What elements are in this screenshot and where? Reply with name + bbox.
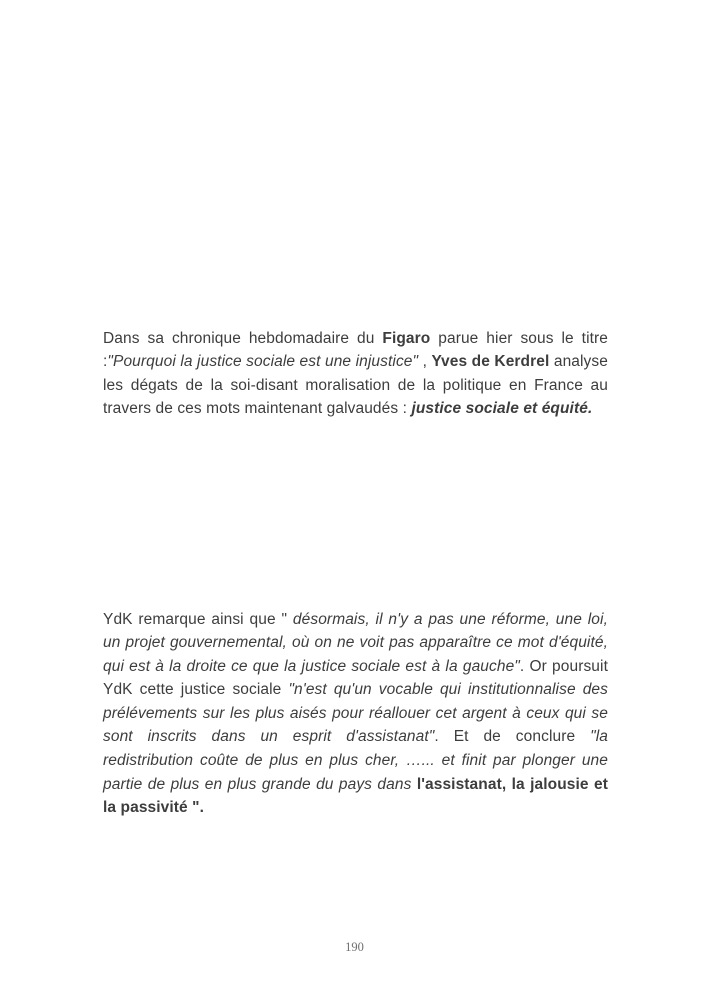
paragraph-quote-analysis [103, 608, 608, 820]
text-segment: analyse les dégats de la soi-disant moralisation de la politique en France au travers de ces mots maintenant galvaudés : [103, 353, 608, 418]
text-segment: Dans sa chronique hebdomadaire du [103, 329, 383, 347]
text-segment: Figaro [382, 329, 431, 347]
text-segment: . Or poursuit YdK cette justice sociale [103, 657, 608, 699]
text-segment: "Pourquoi la justice sociale est une injustice" [107, 353, 419, 371]
text-segment: "la redistribution coûte de plus en plus cher, …... et finit par plonger une partie de plus en plus grande du pays dans [103, 728, 608, 793]
text-segment: "n'est qu'un vocable qui institutionnalise des prélévements sur les plus aisés pour réallouer cet argent à ceux qui se sont inscrits dans un esprit d'assistanat" [103, 681, 608, 746]
text-segment: parue hier sous le titre : [103, 329, 608, 371]
text-segment: l'assistanat, la jalousie et la passivité ". [103, 775, 608, 817]
text-segment: . Et de conclure [434, 728, 591, 746]
paragraph-intro [103, 327, 608, 421]
text-segment: Yves de Kerdrel [431, 353, 550, 371]
text-segment: désormais, il n'y a pas une réforme, une loi, un projet gouvernemental, où on ne voit pas apparaître ce mot d'équité, qui est à la droite ce que la justice sociale est à la gauche" [103, 610, 608, 675]
text-segment: , [418, 353, 432, 371]
page-number: 190 [345, 940, 364, 954]
text-segment: YdK remarque ainsi que " [103, 610, 293, 628]
text-segment: justice sociale et équité. [411, 400, 593, 418]
